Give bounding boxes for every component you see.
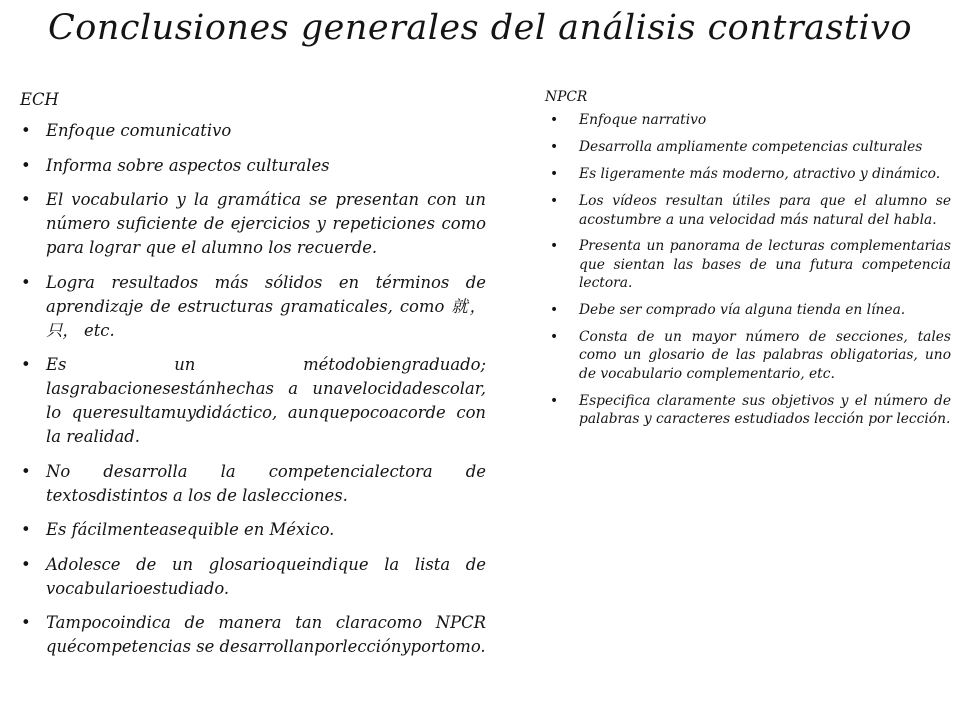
list-item bbox=[545, 301, 951, 319]
list-item-text: Tampocoindica de manera tan claracomo NPCR quécompetencias se desarrollanporlecciónyportomo. bbox=[46, 613, 486, 656]
bullet-dot-icon: • bbox=[550, 193, 559, 210]
list-item bbox=[20, 553, 486, 601]
list-item-text: Desarrolla ampliamente competencias culturales bbox=[579, 139, 923, 156]
list-item-text: Informa sobre aspectos culturales bbox=[46, 155, 330, 175]
bullet-dot-icon: • bbox=[550, 166, 559, 183]
list-item bbox=[545, 237, 951, 292]
list-item bbox=[545, 192, 951, 229]
list-item-text: No desarrolla la competencialectora de textosdistintos a los de laslecciones. bbox=[46, 461, 486, 505]
slide-title: Conclusiones generales del análisis contrastivo bbox=[47, 8, 913, 48]
list-item bbox=[20, 460, 486, 508]
bullet-dot-icon: • bbox=[21, 121, 31, 140]
list-item bbox=[20, 188, 486, 260]
bullet-dot-icon: • bbox=[21, 355, 31, 374]
list-item bbox=[20, 154, 486, 178]
list-item-text: Consta de un mayor número de secciones, tales como un glosario de las palabras obligatorias, uno de vocabulario complementario, etc. bbox=[579, 329, 951, 382]
list-item bbox=[20, 518, 486, 542]
list-item-text: Enfoque comunicativo bbox=[46, 121, 232, 140]
bullet-dot-icon: • bbox=[550, 329, 559, 346]
list-item-text: Los vídeos resultan útiles para que el alumno se acostumbre a una velocidad más natural del habla. bbox=[579, 193, 951, 228]
list-item bbox=[20, 353, 486, 449]
right-column-heading: NPCR bbox=[545, 89, 588, 105]
list-item bbox=[545, 328, 951, 383]
right-column-npcr bbox=[545, 88, 951, 437]
bullet-dot-icon: • bbox=[21, 520, 31, 539]
list-item bbox=[545, 138, 951, 156]
left-column-heading: ECH bbox=[20, 90, 59, 109]
list-item-text: Es un métodobiengraduado; lasgrabacionesestánhechas a unavelocidadescolar, lo queresultamuydidáctico, aunquepocoacorde con la realidad. bbox=[46, 355, 486, 446]
list-item bbox=[20, 611, 486, 659]
list-item-text: Logra resultados más sólidos en términos de aprendizaje de estructuras gramaticales, como 就，只， etc. bbox=[46, 272, 486, 340]
bullet-dot-icon: • bbox=[550, 302, 559, 319]
list-item-text: Adolesce de un glosarioqueindique la lista de vocabularioestudiado. bbox=[46, 554, 486, 598]
bullet-dot-icon: • bbox=[21, 155, 31, 175]
list-item bbox=[545, 111, 951, 129]
list-item bbox=[545, 165, 951, 183]
left-bullet-list bbox=[20, 119, 486, 659]
bullet-dot-icon: • bbox=[550, 238, 559, 255]
list-item-text: El vocabulario y la gramática se presentan con un número suficiente de ejercicios y repeticiones como para lograr que el alumno los recuerde. bbox=[46, 190, 486, 257]
list-item-text: Presenta un panorama de lecturas complementarias que sientan las bases de una futura competencia lectora. bbox=[579, 238, 951, 292]
bullet-dot-icon: • bbox=[21, 613, 31, 632]
list-item-text: Enfoque narrativo bbox=[579, 112, 707, 129]
list-item-text: Debe ser comprado vía alguna tienda en línea. bbox=[579, 302, 906, 319]
list-item bbox=[20, 119, 486, 143]
list-item bbox=[545, 392, 951, 429]
bullet-dot-icon: • bbox=[21, 272, 31, 292]
bullet-dot-icon: • bbox=[550, 139, 559, 156]
left-column-ech bbox=[20, 88, 486, 670]
right-bullet-list bbox=[545, 111, 951, 428]
bullet-dot-icon: • bbox=[550, 392, 559, 409]
bullet-dot-icon: • bbox=[550, 112, 559, 129]
bullet-dot-icon: • bbox=[21, 554, 31, 574]
bullet-dot-icon: • bbox=[21, 190, 31, 209]
list-item bbox=[20, 271, 486, 343]
list-item-text: Es fácilmenteasequible en México. bbox=[46, 520, 335, 539]
list-item-text: Es ligeramente más moderno, atractivo y dinámico. bbox=[579, 166, 941, 183]
bullet-dot-icon: • bbox=[21, 461, 31, 481]
list-item-text: Especifica claramente sus objetivos y el número de palabras y caracteres estudiados lección por lección. bbox=[579, 392, 951, 428]
